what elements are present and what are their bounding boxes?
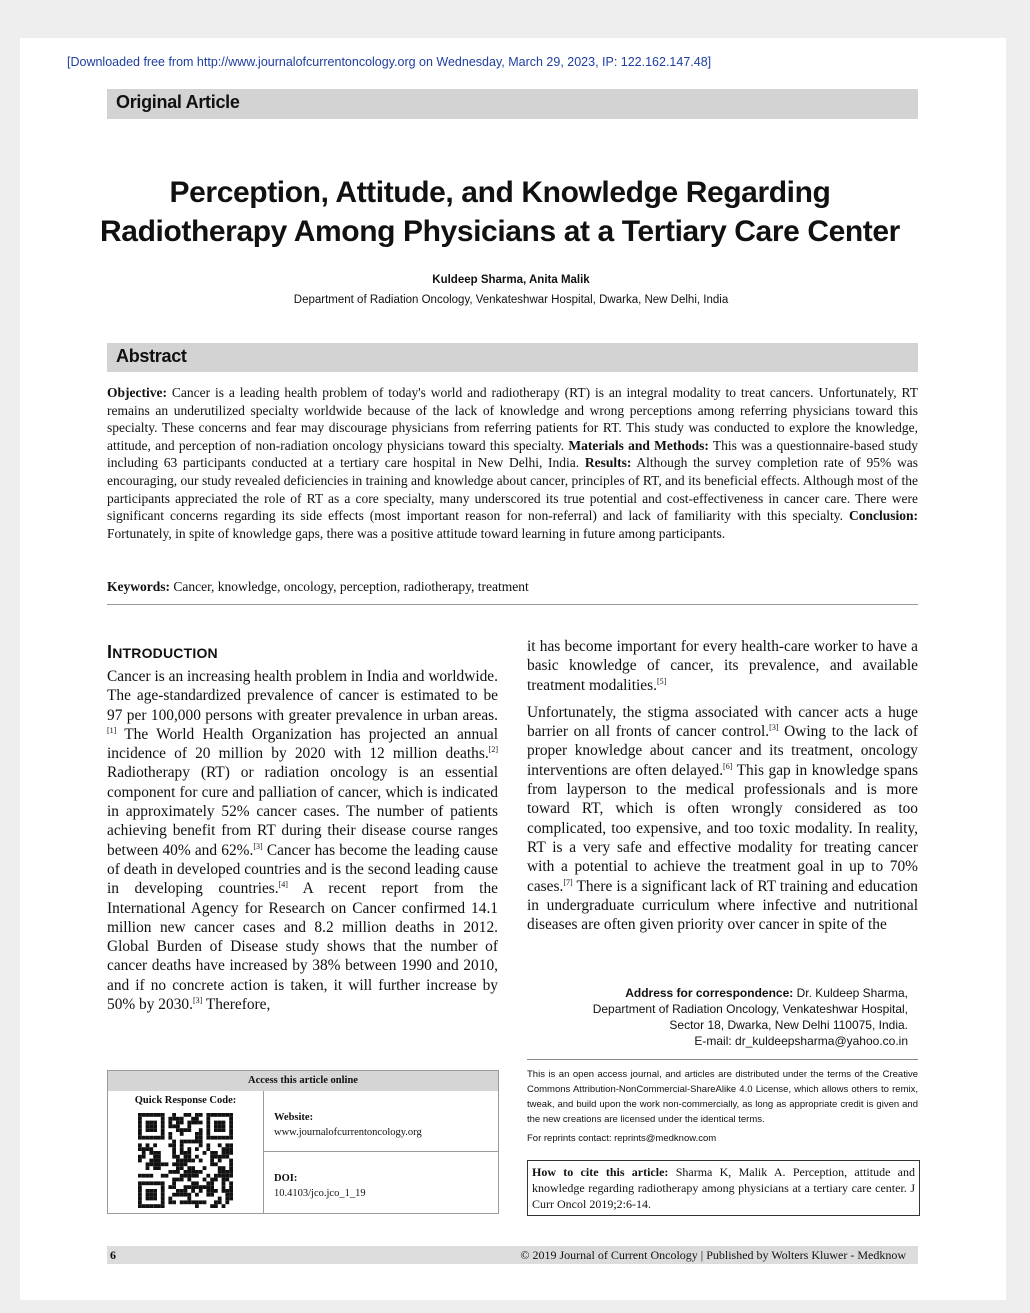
license-divider — [527, 1059, 918, 1060]
introduction-right-column — [527, 637, 918, 934]
keywords-divider — [107, 604, 918, 605]
reference-citation[interactable]: [6] — [723, 761, 733, 771]
website-label: Website: — [274, 1112, 314, 1123]
reference-citation[interactable]: [3] — [192, 995, 203, 1005]
reference-citation[interactable]: [3] — [253, 841, 263, 851]
access-online-box — [107, 1070, 499, 1214]
article-page — [20, 38, 1006, 1300]
results-text: Although the survey completion rate of 95% was encouraging, our study revealed deficiencies in training and knowledge about cancer, principles of RT, and its beneficial effects. Although most of the participants appreciated the role of RT as a core specialty, many underscored its true potential and cost-effectiveness in cancer care. There were significant concerns regarding its side effects (most important reason for non-referral) and lack of familiarity with this specialty. — [107, 455, 918, 524]
reprints-contact: For reprints contact: reprints@medknow.com — [527, 1133, 717, 1144]
keywords-text: Cancer, knowledge, oncology, perception, radiotherapy, treatment — [173, 579, 529, 594]
article-title: Perception, Attitude, and Knowledge Regarding Radiotherapy Among Physicians at a Tertiary Care Center — [100, 176, 900, 248]
qr-cell — [108, 1091, 264, 1213]
introduction-paragraph-3: Unfortunately, the stigma associated with cancer acts a huge barrier on all fronts of cancer control.[3] Owing to the lack of proper knowledge about cancer and its treatment, oncology interventions are often delayed.[6] This gap in knowledge spans from layperson to the medical professionals and is more toward RT, which is often wrongly considered as too complicated, too expensive, and too toxic modality. In reality, RT is a very safe and effective modality for treating cancer with a potential to achieve the treatment goal in up to 70% cases.[7] There is a significant lack of RT training and education in undergraduate curriculum where infective and nutritional diseases are often given priority over cancer in spite of the — [527, 703, 918, 934]
access-heading: Access this article online — [108, 1071, 498, 1091]
introduction-left-column — [107, 667, 498, 1014]
reference-citation[interactable]: [3] — [769, 723, 779, 733]
conclusion-text: Fortunately, in spite of knowledge gaps, there was a positive attitude toward learning in future among participants. — [107, 525, 726, 541]
reference-citation[interactable]: [4] — [278, 880, 288, 890]
section-label-bar — [107, 89, 918, 119]
abstract-heading: Abstract — [116, 346, 187, 366]
abstract-body — [107, 384, 918, 542]
keywords — [107, 579, 918, 595]
qr-label: Quick Response Code: — [134, 1095, 237, 1106]
objective-label: Objective: — [107, 385, 167, 400]
authors: Kuldeep Sharma, Anita Malik — [432, 274, 590, 286]
correspondence-line2: Sector 18, Dwarka, New Delhi 110075, India. — [669, 1018, 908, 1032]
doi-value[interactable]: 10.4103/jco.jco_1_19 — [274, 1188, 366, 1199]
correspondence-email: E-mail: dr_kuldeepsharma@yahoo.co.in — [694, 1034, 908, 1048]
reference-citation[interactable]: [1] — [107, 725, 117, 735]
license-text: This is an open access journal, and articles are distributed under the terms of the Creative Commons Attribution-NonCommercial-ShareAlike 4.0 License, which allows others to remix, tweak, and build upon the work non-commercially, as long as appropriate credit is given and the new creations are licensed under the identical terms. — [527, 1069, 918, 1125]
website-link[interactable]: www.journalofcurrentoncology.org — [274, 1127, 422, 1138]
introduction-paragraph-1: Cancer is an increasing health problem in India and worldwide. The age-standardized prevalence of cancer is estimated to be 97 per 100,000 persons with greater prevalence in urban areas.[1] The World Health Organization has projected an annual incidence of 20 million by 2020 with 12 million deaths.[2] Radiotherapy (RT) or radiation oncology is an essential component for cure and palliation of cancer, which is indicated in approximately 52% cancer cases. The number of patients achieving benefit from RT during their disease course ranges between 40% and 62%.[3] Cancer has become the leading cause of death in developed countries and is the second leading cause in developing countries.[4] A recent report from the International Agency for Research on Cancer confirmed 14.1 million new cancer cases and 8.2 million deaths in 2012. Global Burden of Disease study shows that the number of cancer deaths have increased by 38% between 1990 and 2010, and if no concrete action is taken, it will further increase by 50% by 2030.[3] Therefore, — [107, 668, 498, 1014]
keywords-label: Keywords: — [107, 579, 170, 594]
footer-copyright: © 2019 Journal of Current Oncology | Published by Wolters Kluwer - Medknow — [520, 1248, 906, 1262]
abstract-heading-bar — [107, 343, 918, 372]
download-notice: [Downloaded free from http://www.journalofcurrentoncology.org on Wednesday, March 29, 2023, IP: 122.162.147.48] — [67, 55, 712, 69]
introduction-paragraph-2: it has become important for every health-care worker to have a basic knowledge of cancer, its prevalence, and available treatment modalities.[5] — [527, 638, 918, 694]
methods-label: Materials and Methods: — [568, 437, 709, 453]
citation-label: How to cite this article: — [532, 1165, 669, 1179]
section-label: Original Article — [116, 92, 240, 112]
methods-text: This was a questionnaire-based study including 63 participants conducted at a tertiary care hospital in New Delhi, India. — [107, 437, 919, 471]
correspondence-label: Address for correspondence: — [625, 986, 794, 1000]
footer-bar — [107, 1246, 918, 1264]
results-label: Results: — [584, 455, 632, 471]
conclusion-label: Conclusion: — [848, 508, 918, 524]
introduction-heading: INTRODUCTION — [107, 642, 218, 662]
citation-box — [527, 1160, 920, 1216]
correspondence-name: Dr. Kuldeep Sharma, — [796, 986, 908, 1000]
reference-citation[interactable]: [7] — [563, 877, 573, 887]
website-cell — [264, 1091, 498, 1152]
doi-label: DOI: — [274, 1173, 298, 1184]
correspondence-address — [540, 985, 908, 1049]
reference-citation[interactable]: [2] — [488, 745, 498, 755]
objective-text: Cancer is a leading health problem of today's world and radiotherapy (RT) is an integral modality to treat cancers. Unfortunately, RT remains an underutilized specialty worldwide because of the lack of knowledge and wrong perceptions among referring physicians toward this specialty. These concerns and fear may discourage physicians from referring patients for RT. This study was conducted to explore the knowledge, attitude, and perception of non-radiation oncology physicians toward this specialty. — [107, 385, 918, 453]
reference-citation[interactable]: [5] — [656, 676, 667, 686]
affiliation: Department of Radiation Oncology, Venkateshwar Hospital, Dwarka, New Delhi, India — [293, 294, 729, 306]
qr-code-icon[interactable] — [138, 1113, 233, 1208]
doi-cell — [264, 1152, 498, 1213]
page-number: 6 — [110, 1248, 116, 1262]
correspondence-line1: Department of Radiation Oncology, Venkateshwar Hospital, — [592, 1002, 908, 1016]
citation-text: Sharma K, Malik A. Perception, attitude and knowledge regarding radiotherapy among physicians at a tertiary care center. J Curr Oncol 2019;2:6-14. — [532, 1165, 916, 1211]
